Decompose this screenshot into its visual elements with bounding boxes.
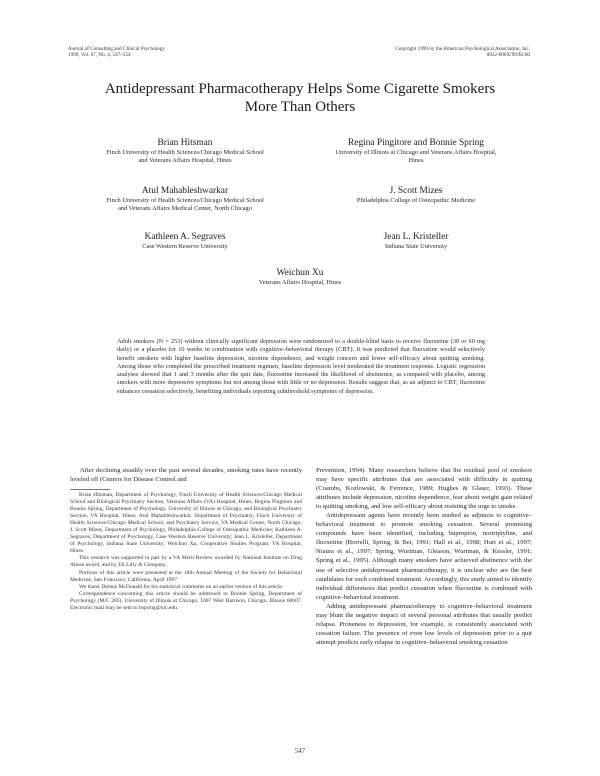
- author-affiliation: Philadelphia College of Osteopathic Medicine: [356, 197, 476, 204]
- author-affiliation: Finch University of Health Sciences/Chicago Medical School: [106, 149, 264, 156]
- body-paragraph: Adding antidepressant pharmacotherapy to cognitive–behavioral treatment may blunt the negative impact of several personal attributes that usually predict relapse. Proneness to depression, for example, is consistently associated with cessation failure. The presence of even low levels of depression prior to a quit attempt predicts early relapse in cognitive–behavioral smoking cessation: [316, 602, 532, 646]
- author-name: J. Scott Mizes: [389, 186, 443, 196]
- author-name: Brian Hitsman: [157, 138, 213, 148]
- author-block-mizes: [300, 186, 532, 205]
- author-name: Weichun Xu: [276, 268, 324, 278]
- footnote-rule: [70, 489, 110, 490]
- author-affiliation: Veterans Affairs Hospital, Hines: [258, 279, 342, 286]
- right-column-body: [316, 466, 532, 647]
- author-note: [70, 492, 302, 612]
- author-affiliation: University of Illinois at Chicago and Veterans Affairs Hospital,: [335, 149, 497, 156]
- author-name: Regina Pingitore and Bonnie Spring: [348, 138, 484, 148]
- author-name: Atul Mahableshwarkar: [141, 186, 229, 196]
- page-number: 547: [294, 748, 306, 755]
- author-block-segraves: [70, 232, 300, 251]
- author-block-xu: [185, 268, 415, 287]
- author-block-mahableshwarkar: [70, 186, 300, 213]
- title-line-2: More Than Others: [244, 99, 356, 115]
- footnote-acknowledgment: We thank Dennis McDonald for his statistical comments on an earlier version of this article.: [79, 583, 284, 590]
- title-line-1: Antidepressant Pharmacotherapy Helps Some Cigarette Smokers: [104, 81, 496, 97]
- author-affiliation: Case Western Reserve University: [142, 243, 228, 250]
- footnote-presentation: Portions of this article were presented at the 18th Annual Meeting of the Society for Behavioral Medicine, San Francisco, California, April 1997.: [70, 569, 302, 583]
- author-affiliation: Hines: [408, 156, 424, 164]
- journal-header: [68, 46, 238, 59]
- article-title: [70, 80, 530, 116]
- author-affiliation: and Veterans Affairs Medical Center, North Chicago: [118, 204, 252, 212]
- footnote-funding: This research was supported in part by a VA Merit Review awarded by National Institute on Drug Abuse award, and by Eli Lilly & Company.: [70, 555, 302, 569]
- footnote-correspondence: Correspondence concerning this article should be addressed to Bonnie Spring, Department of Psychology (M/C 285), University of Illinois at Chicago, 1007 West Harrison, Chicago, Illinois 60607. Electronic mail may be sent to bspring@uic.edu.: [70, 590, 302, 611]
- author-name: Jean L. Kristeller: [383, 232, 449, 242]
- journal-volume: 1999, Vol. 67, No. 4, 547–554: [68, 52, 131, 59]
- author-block-kristeller: [300, 232, 532, 251]
- author-affiliation: Finch University of Health Sciences/Chicago Medical School: [106, 197, 264, 204]
- issn-line: 0022-006X/99/$3.00: [486, 52, 530, 59]
- left-column-body: [70, 466, 302, 484]
- author-block-hitsman: [70, 138, 300, 165]
- abstract: Adult smokers (N = 253) without clinically significant depression were randomized to a double-blind basis to receive fluoxetine (30 or 60 mg daily) or a placebo for 10 weeks in combination with cognitive–behavioral therapy (CBT). It was predicted that fluoxetine would selectively benefit smokers with higher baseline depression, nicotine dependence, and weight concern and lower self-efficacy about quitting smoking. Among those who completed the prescribed treatment regimen, baseline depression level moderated the treatment response. Logistic regression analyses showed that 1 and 3 months after the quit date, fluoxetine increased the likelihood of abstinence, as compared with placebo, among smokers with more depressive symptoms but not among those with little or no depression. Results suggest that, as an adjunct to CBT, fluoxetine enhances cessation selectively, benefiting individuals reporting subthreshold symptoms of depression.: [117, 338, 485, 395]
- author-block-pingitore-spring: [300, 138, 532, 165]
- footnote-affiliations: Brian Hitsman, Department of Psychology, Finch University of Health Sciences/Chicago Medical School and Biological Psychiatry Section, Veterans Affairs (VA) Hospital, Hines; Regina Pingitore and Bonnie Spring, Department of Psychology, University of Illinois at Chicago, and Biological Psychiatry Section, VA Hospital, Hines; Atul Mahableshwarkar, Department of Psychiatry, Finch University of Health Sciences/Chicago Medical School, and Psychiatry Service, VA Medical Center, North Chicago; J. Scott Mizes, Department of Psychology, Philadelphia College of Osteopathic Medicine; Kathleen A. Segraves, Department of Psychology, Case Western Reserve University; Jean L. Kristeller, Department of Psychology, Indiana State University; Weichun Xu, Cooperative Studies Program, VA Hospital, Hines.: [70, 492, 302, 555]
- body-paragraph: After declining steadily over the past several decades, smoking rates have recently leveled off (Centers for Disease Control and: [70, 467, 302, 484]
- body-paragraph: Antidepressant agents have recently been studied as adjuncts to cognitive–behavioral treatment to promote smoking cessation. Several promising compounds have been identified, including bupropion, nortriptyline, and fluoxetine (Borrelli, Spring, & Bet, 1991; Hall et al., 1998; Hurt et al., 1997; Niaura et al., 1997; Spring, Wurtman, Gleason, Wurtman, & Kessler, 1991; Spring et al., 1995). Although many smokers have achieved abstinence with the use of selective antidepressant pharmacotherapy, it is unclear who are the best candidates for such combined treatment. Accordingly, this study aimed to identify individual differences that predict cessation when fluoxetine is combined with cognitive–behavioral treatment.: [316, 512, 533, 601]
- copyright-header: [350, 46, 530, 59]
- author-affiliation: Indiana State University: [384, 243, 448, 250]
- body-paragraph: Prevention, 1994). Many researchers believe that the residual pool of smokers may have specific attributes that are associated with difficulty in quitting (Coambs, Kozlowski, & Ferrence, 1989; Hughes & Glaser, 1993). These attributes include depression, nicotine dependence, fear about weight gain related to quitting smoking, and low self-efficacy about resisting the urge to smoke.: [316, 467, 532, 511]
- journal-name: Journal of Consulting and Clinical Psychology: [68, 46, 165, 52]
- author-name: Kathleen A. Segraves: [144, 232, 226, 242]
- author-affiliation: and Veterans Affairs Hospital, Hines: [138, 156, 232, 164]
- copyright-line: Copyright 1999 by the American Psychological Association, Inc.: [395, 46, 530, 52]
